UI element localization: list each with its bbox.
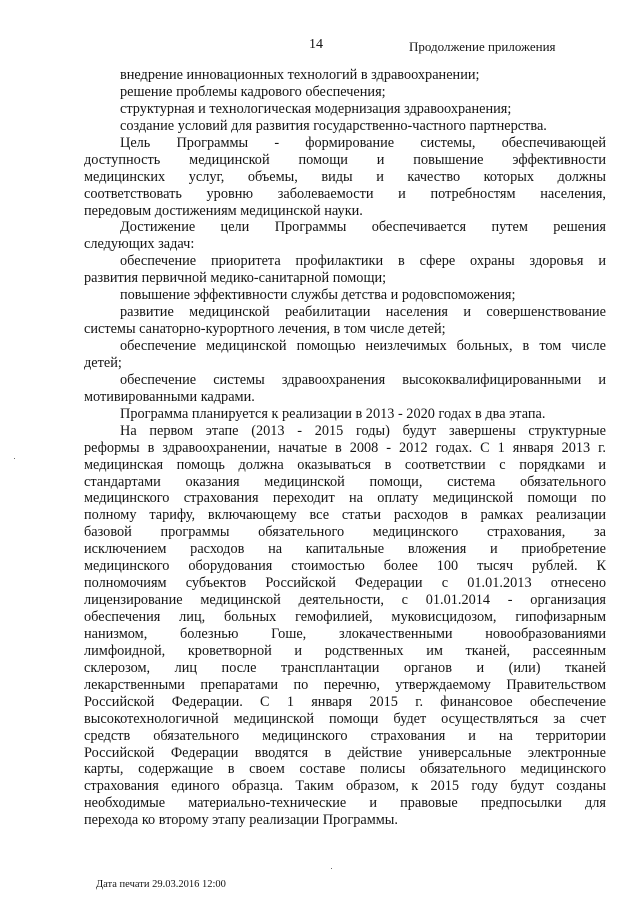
scan-speck	[14, 458, 15, 459]
text-line: средств обязательного медицинского страхования и на территории	[84, 727, 606, 744]
text-line: стандартами оказания медицинской помощи, система обязательного	[84, 473, 606, 490]
text-line: полному тарифу, включающему все статьи расходов в рамках реализации	[84, 507, 606, 524]
text-line: решение проблемы кадрового обеспечения;	[120, 83, 386, 100]
text-line: внедрение инновационных технологий в здравоохранении;	[120, 67, 480, 83]
text-line: базовой программы обязательного медицинского страхования, за	[84, 524, 606, 541]
text-line: обеспечение приоритета профилактики в сфере охраны здоровья и	[120, 253, 606, 270]
text-line: передовым достижениям медицинской науки.	[84, 202, 363, 219]
text-line: исключением расходов на капитальные вложения и приобретение	[84, 541, 606, 558]
print-date: Дата печати 29.03.2016 12:00	[96, 879, 226, 890]
text-line: следующих задач:	[84, 236, 195, 253]
text-line: обеспечение системы здравоохранения высококвалифицированными и	[120, 371, 606, 388]
text-line: Российской Федерации вводятся в действие универсальные электронные	[84, 744, 606, 761]
text-line: Достижение цели Программы обеспечивается путем решения	[120, 219, 606, 236]
text-line: развитие медицинской реабилитации населения и совершенствование	[120, 304, 606, 321]
text-line: медицинская помощь должна оказываться в соответствии с порядками и	[84, 456, 606, 473]
text-line: лимфоидной, кроветворной и родственных им тканей, рассеянным	[84, 642, 606, 659]
text-line: медицинских услуг, объемы, виды и качество которых должны	[84, 168, 606, 185]
text-line: лекарственными препаратами по перечню, утверждаемому Правительством	[84, 676, 606, 693]
continuation-header: Продолжение приложения	[409, 39, 556, 54]
text-line: развития первичной медико-санитарной помощи;	[84, 270, 387, 287]
text-line: мотивированными кадрами.	[84, 388, 255, 405]
text-line: На первом этапе (2013 - 2015 годы) будут завершены структурные	[120, 422, 606, 439]
text-line: Программа планируется к реализации в 2013 - 2020 годах в два этапа.	[120, 405, 546, 422]
text-line: детей;	[84, 354, 122, 371]
text-line: лицензирование медицинской деятельности, с 01.01.2014 - организация	[84, 592, 606, 609]
text-line: реформы в здравоохранении, начатые в 2008 - 2012 годах. С 1 января 2013 г.	[84, 439, 606, 456]
scan-speck	[331, 868, 332, 869]
text-line: соответствовать уровню заболеваемости и потребностям населения,	[84, 185, 606, 202]
text-line: медицинского страхования переходит на оплату медицинской помощи по	[84, 490, 606, 507]
text-line: доступность медицинской помощи и повышение эффективности	[84, 151, 606, 168]
text-line: медицинского оборудования стоимостью более 100 тысяч рублей. К	[84, 558, 606, 575]
text-line: перехода ко второму этапу реализации Программы.	[84, 812, 398, 829]
text-line: высокотехнологичной медицинской помощи будет осуществляться за счет	[84, 710, 606, 727]
page-number: 14	[309, 37, 323, 52]
text-line: создание условий для развития государственно-частного партнерства.	[120, 117, 547, 134]
body-text	[84, 67, 606, 829]
text-line: необходимые материально-технические и правовые предпосылки для	[84, 795, 606, 812]
text-line: нанизмом, болезнью Гоше, злокачественными новообразованиями	[84, 625, 606, 642]
text-line: повышение эффективности службы детства и родовспоможения;	[120, 287, 516, 304]
text-line: обеспечения лиц, больных гемофилией, муковисцидозом, гипофизарным	[84, 609, 606, 625]
text-line: карты, содержащие в своем составе полисы обязательного медицинского	[84, 761, 606, 778]
text-line: обеспечение медицинской помощью неизлечимых больных, в том числе	[120, 338, 606, 354]
text-line: страхования единого образца. Таким образом, к 2015 году будут созданы	[84, 778, 606, 795]
text-line: полномочиям субъектов Российской Федерации с 01.01.2013 отнесено	[84, 575, 606, 592]
text-line: Цель Программы - формирование системы, обеспечивающей	[120, 134, 606, 151]
text-line: структурная и технологическая модернизация здравоохранения;	[120, 100, 512, 117]
text-line: Российской Федерации. С 1 января 2015 г. финансовое обеспечение	[84, 693, 606, 710]
text-line: склерозом, лиц после трансплантации органов и (или) тканей	[84, 659, 606, 676]
text-line: системы санаторно-курортного лечения, в том числе детей;	[84, 321, 446, 338]
